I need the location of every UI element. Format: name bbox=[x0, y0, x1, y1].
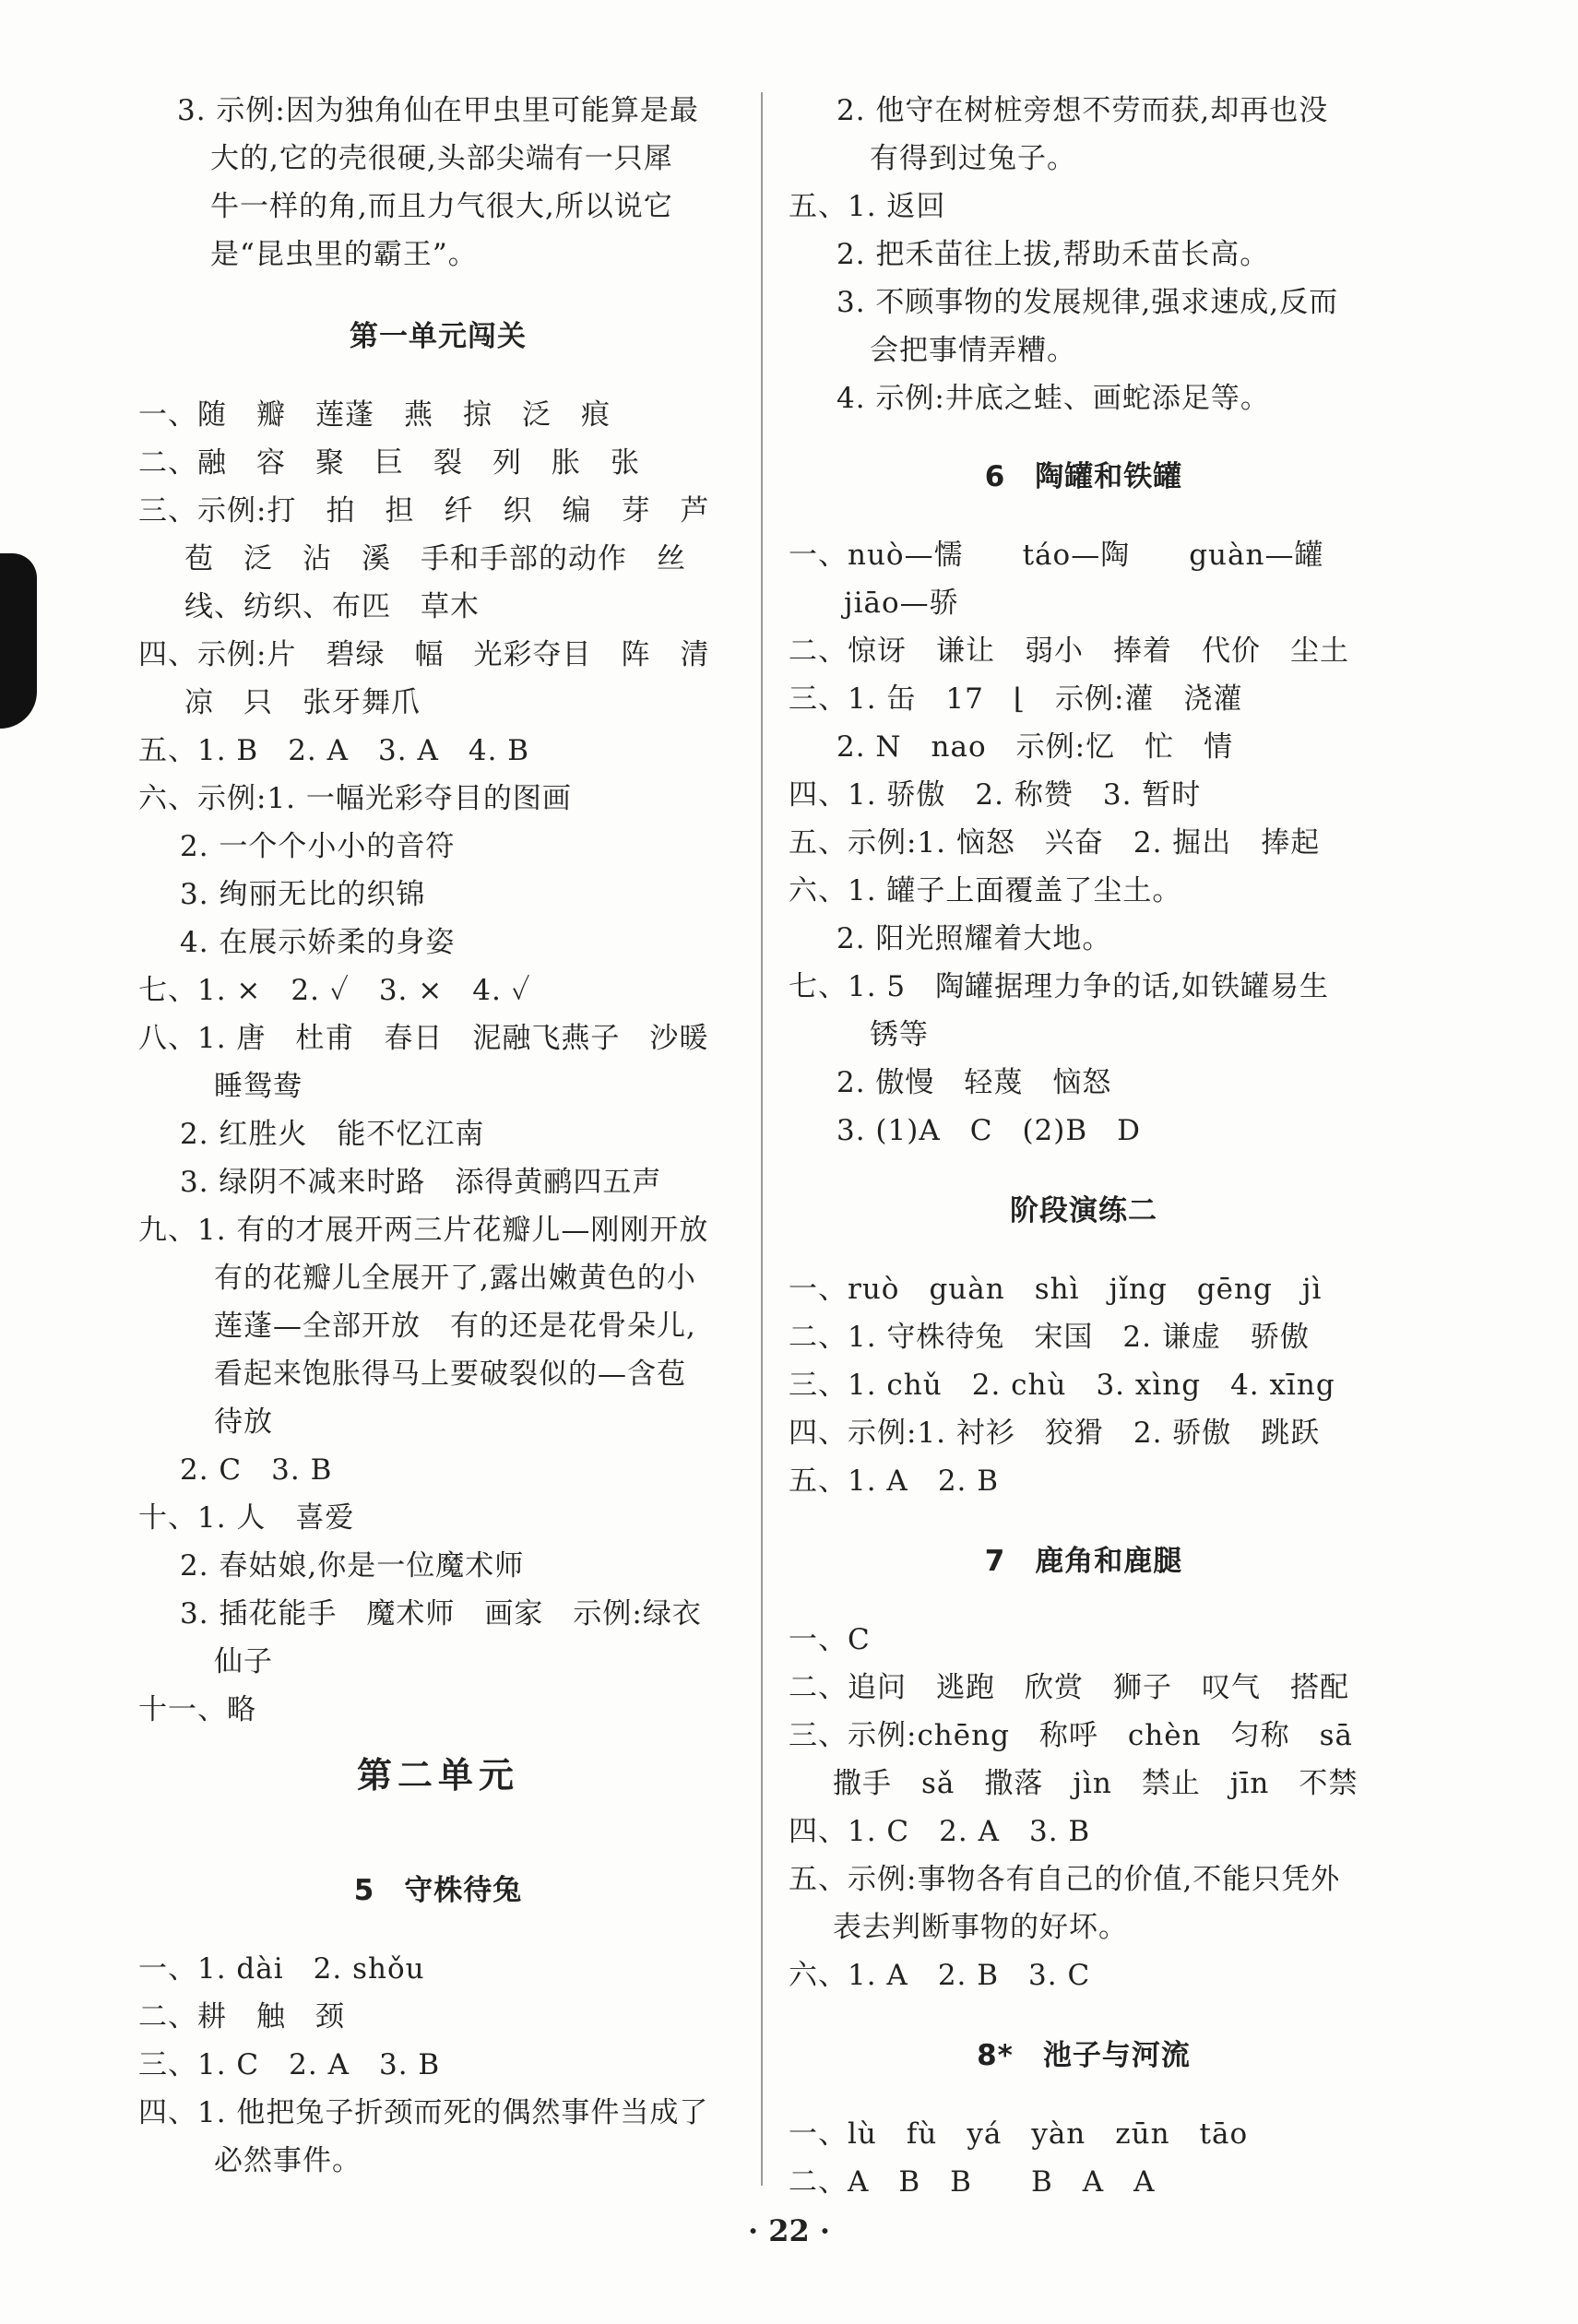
answer-line: 三、示例:打 拍 担 纤 织 编 芽 芦 bbox=[138, 494, 710, 528]
answer-line: 撒手 sǎ 撒落 jìn 禁止 jīn 不禁 bbox=[833, 1767, 1359, 1800]
answer-line: 十、1. 人 喜爱 bbox=[138, 1501, 355, 1535]
answer-line: 七、1. 5 陶罐据理力争的话,如铁罐易生 bbox=[789, 970, 1330, 1003]
answer-line: 必然事件。 bbox=[214, 2144, 362, 2177]
answer-line: 凉 只 张牙舞爪 bbox=[184, 686, 421, 719]
answer-line: 四、1. C 2. A 3. B bbox=[789, 1815, 1091, 1848]
answer-line: 2. 春姑娘,你是一位魔术师 bbox=[180, 1549, 525, 1583]
answer-line: 2. N nao 示例:忆 忙 情 bbox=[836, 730, 1234, 764]
page-number: · 22 · bbox=[747, 2213, 831, 2248]
section-heading: 阶段演练二 bbox=[1010, 1194, 1157, 1227]
answer-line: 大的,它的壳很硬,头部尖端有一只犀 bbox=[210, 142, 673, 175]
answer-line: 六、示例:1. 一幅光彩夺目的图画 bbox=[138, 782, 572, 815]
answer-line: 有得到过兔子。 bbox=[870, 142, 1076, 175]
answer-line: 六、1. 罐子上面覆盖了尘土。 bbox=[789, 874, 1182, 907]
answer-line: 2. 把禾苗往上拔,帮助禾苗长高。 bbox=[836, 238, 1270, 271]
answer-line: 3. (1)A C (2)B D bbox=[836, 1114, 1141, 1147]
lesson-heading: 5 守株待兔 bbox=[353, 1874, 523, 1907]
answer-line: 四、示例:1. 衬衫 狡猾 2. 骄傲 跳跃 bbox=[789, 1417, 1321, 1450]
answer-line: 一、lù fù yá yàn zūn tāo bbox=[789, 2117, 1249, 2151]
answer-line: 五、1. 返回 bbox=[789, 190, 946, 223]
lesson-heading: 8* 池子与河流 bbox=[977, 2039, 1191, 2072]
column-divider bbox=[761, 92, 763, 2186]
answer-line: 3. 不顾事物的发展规律,强求速成,反而 bbox=[836, 286, 1339, 319]
answer-line: 五、示例:事物各有自己的价值,不能只凭外 bbox=[789, 1863, 1341, 1896]
answer-line: 3. 示例:因为独角仙在甲虫里可能算是最 bbox=[177, 94, 699, 127]
answer-line: 牛一样的角,而且力气很大,所以说它 bbox=[210, 190, 673, 223]
answer-line: 4. 示例:井底之蛙、画蛇添足等。 bbox=[836, 382, 1270, 415]
answer-line: jiāo—骄 bbox=[844, 587, 959, 620]
answer-line: 二、惊讶 谦让 弱小 捧着 代价 尘土 bbox=[789, 634, 1349, 668]
answer-line: 线、纺织、布匹 草木 bbox=[184, 590, 480, 623]
answer-line: 4. 在展示娇柔的身姿 bbox=[180, 926, 456, 959]
answer-line: 一、随 瓣 莲蓬 燕 掠 泛 痕 bbox=[138, 398, 611, 432]
answer-line: 五、1. A 2. B bbox=[789, 1464, 1000, 1498]
answer-line: 五、示例:1. 恼怒 兴奋 2. 掘出 捧起 bbox=[789, 826, 1321, 860]
answer-line: 表去判断事物的好坏。 bbox=[833, 1911, 1128, 1944]
answer-line: 三、1. chǔ 2. chù 3. xìng 4. xīng bbox=[789, 1369, 1335, 1402]
answer-line: 睡鸳鸯 bbox=[214, 1070, 303, 1103]
answer-line: 锈等 bbox=[870, 1018, 929, 1051]
answer-line: 二、追问 逃跑 欣赏 狮子 叹气 搭配 bbox=[789, 1671, 1349, 1704]
answer-line: 莲蓬—全部开放 有的还是花骨朵儿, bbox=[214, 1310, 696, 1343]
answer-line: 2. 阳光照耀着大地。 bbox=[836, 922, 1112, 955]
answer-line: 待放 bbox=[214, 1405, 273, 1439]
answer-line: 2. 他守在树桩旁想不劳而获,却再也没 bbox=[836, 94, 1329, 127]
answer-line: 有的花瓣儿全展开了,露出嫩黄色的小 bbox=[214, 1262, 696, 1295]
answer-line: 3. 绿阴不减来时路 添得黄鹂四五声 bbox=[180, 1166, 662, 1199]
answer-line: 四、1. 他把兔子折颈而死的偶然事件当成了 bbox=[138, 2096, 709, 2129]
answer-line: 一、nuò—懦 táo—陶 guàn—罐 bbox=[789, 539, 1324, 572]
answer-line: 九、1. 有的才展开两三片花瓣儿—刚刚开放 bbox=[138, 1214, 709, 1247]
answer-line: 六、1. A 2. B 3. C bbox=[789, 1959, 1091, 1992]
answer-line: 四、1. 骄傲 2. 称赞 3. 暂时 bbox=[789, 778, 1202, 812]
unit-heading: 第二单元 bbox=[356, 1754, 519, 1796]
answer-line: 二、1. 守株待兔 宋国 2. 谦虚 骄傲 bbox=[789, 1321, 1310, 1354]
section-heading: 第一单元闯关 bbox=[350, 320, 527, 353]
answer-line: 十一、略 bbox=[138, 1693, 256, 1726]
answer-line: 是“昆虫里的霸王”。 bbox=[210, 238, 478, 271]
answer-line: 2. C 3. B bbox=[180, 1453, 333, 1487]
answer-line: 2. 一个个小小的音符 bbox=[180, 830, 456, 863]
answer-line: 3. 插花能手 魔术师 画家 示例:绿衣 bbox=[180, 1597, 702, 1630]
answer-line: 三、1. 缶 17 ⌊ 示例:灌 浇灌 bbox=[789, 682, 1243, 716]
answer-line: 仙子 bbox=[214, 1645, 273, 1678]
answer-line: 2. 傲慢 轻蔑 恼怒 bbox=[836, 1066, 1112, 1099]
answer-line: 二、融 容 聚 巨 裂 列 胀 张 bbox=[138, 446, 640, 480]
answer-line: 会把事情弄糟。 bbox=[870, 334, 1076, 367]
answer-line: 3. 绚丽无比的织锦 bbox=[180, 878, 426, 911]
answer-line: 二、耕 触 颈 bbox=[138, 2000, 345, 2034]
answer-line: 一、ruò guàn shì jǐng gēng jì bbox=[789, 1273, 1323, 1306]
lesson-heading: 6 陶罐和铁罐 bbox=[984, 460, 1183, 493]
answer-line: 五、1. B 2. A 3. A 4. B bbox=[138, 734, 530, 767]
answer-line: 三、示例:chēng 称呼 chèn 匀称 sā bbox=[789, 1719, 1353, 1752]
answer-line: 2. 红胜火 能不忆江南 bbox=[180, 1118, 485, 1151]
answer-line: 苞 泛 沾 溪 手和手部的动作 丝 bbox=[184, 542, 686, 575]
answer-line: 三、1. C 2. A 3. B bbox=[138, 2048, 441, 2081]
answer-line: 四、示例:片 碧绿 幅 光彩夺目 阵 清 bbox=[138, 638, 710, 671]
answer-line: 八、1. 唐 杜甫 春日 泥融飞燕子 沙暖 bbox=[138, 1022, 709, 1055]
scan-artifact bbox=[0, 553, 37, 729]
answer-line: 看起来饱胀得马上要破裂似的—含苞 bbox=[214, 1358, 686, 1391]
lesson-heading: 7 鹿角和鹿腿 bbox=[984, 1545, 1183, 1578]
answer-line: 七、1. × 2. ✓ 3. × 4. ✓ bbox=[138, 974, 531, 1007]
answer-line: 一、1. dài 2. shǒu bbox=[138, 1952, 425, 1986]
answer-line: 二、A B B B A A bbox=[789, 2165, 1156, 2199]
answer-line: 一、C bbox=[789, 1623, 871, 1656]
